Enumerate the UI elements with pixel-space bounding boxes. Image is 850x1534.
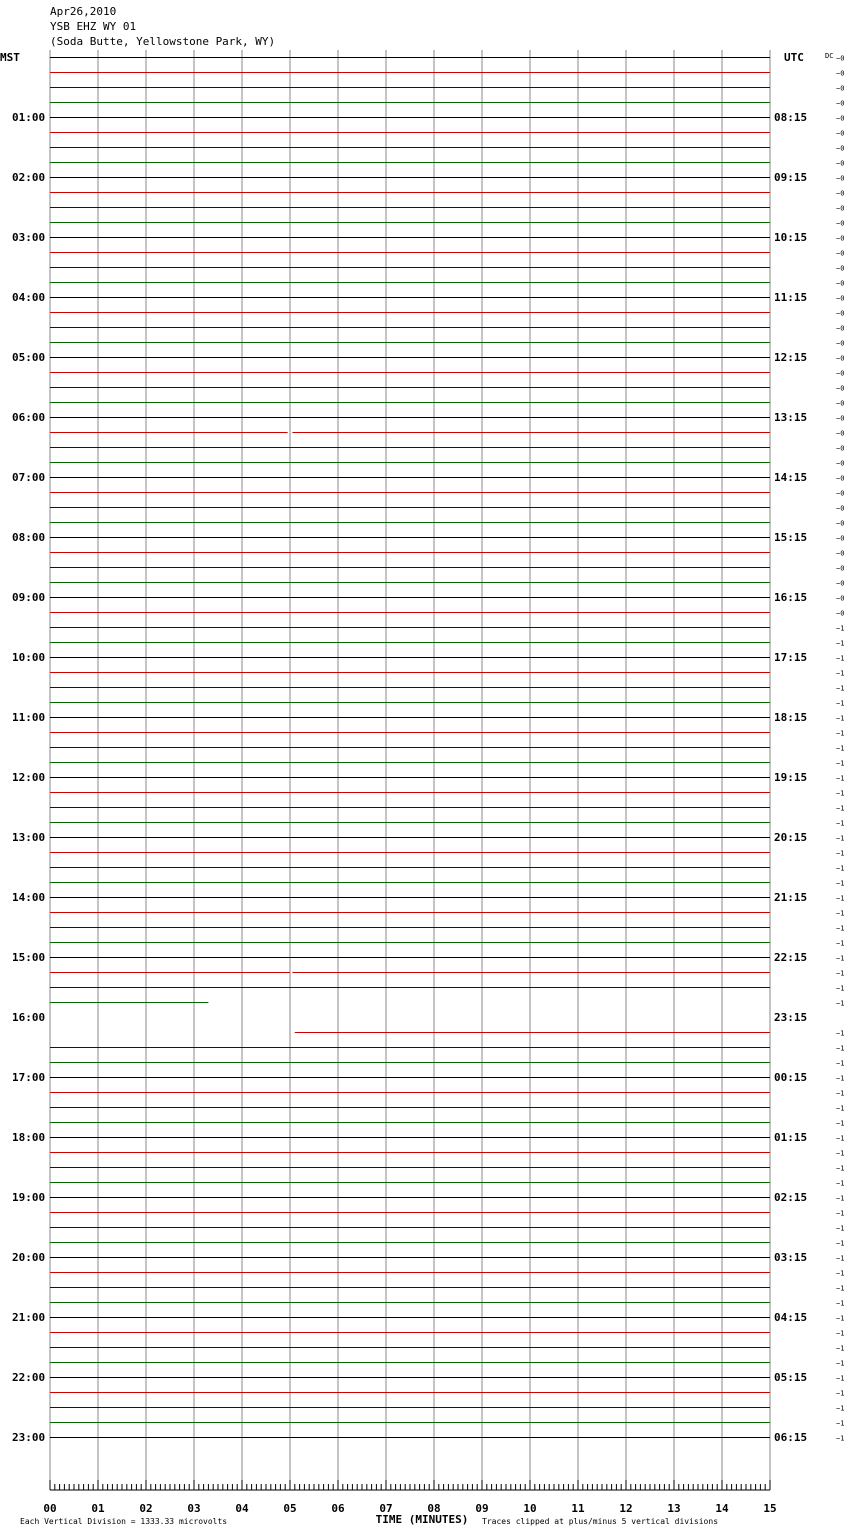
dc-offset-label: −1 [836,1209,845,1218]
x-tick-label: 10 [523,1502,537,1515]
x-tick-label: 07 [379,1502,393,1515]
left-hour-label: 10:00 [12,651,46,664]
chart-station: YSB EHZ WY 01 [50,20,137,33]
dc-offset-label: −1 [836,789,845,798]
dc-offset-label: −0 [836,174,845,183]
dc-offset-label: −1 [836,1359,845,1368]
left-hour-label: 21:00 [12,1311,46,1324]
right-hour-label: 01:15 [774,1131,808,1144]
dc-offset-label: −1 [836,1089,845,1098]
left-hour-label: 17:00 [12,1071,46,1084]
dc-offset-label: −1 [836,939,845,948]
dc-offset-label: −1 [836,879,845,888]
right-hour-label: 19:15 [774,771,808,784]
left-hour-label: 05:00 [12,351,46,364]
dc-label: DC [825,52,834,60]
right-hour-label: 21:15 [774,891,808,904]
dc-offset-label: −1 [836,1269,845,1278]
right-hour-label: 05:15 [774,1371,808,1384]
x-tick-label: 08 [427,1502,441,1515]
dc-offset-label: −1 [836,1149,845,1158]
right-hour-label: 15:15 [774,531,808,544]
dc-offset-label: −0 [836,279,845,288]
dc-offset-label: −1 [836,774,845,783]
right-hour-label: 18:15 [774,711,808,724]
dc-offset-label: −0 [836,384,845,393]
dc-offset-label: −0 [836,144,845,153]
dc-offset-label: −0 [836,564,845,573]
x-tick-label: 11 [571,1502,585,1515]
dc-offset-label: −0 [836,369,845,378]
dc-offset-label: −0 [836,399,845,408]
dc-offset-label: −1 [836,999,845,1008]
left-hour-label: 03:00 [12,231,46,244]
dc-offset-label: −1 [836,639,845,648]
dc-offset-label: −1 [836,849,845,858]
dc-offset-label: −0 [836,549,845,558]
right-hour-label: 03:15 [774,1251,808,1264]
dc-offset-label: −1 [836,1254,845,1263]
dc-offset-label: −1 [836,864,845,873]
dc-offset-label: −1 [836,924,845,933]
left-hour-label: 23:00 [12,1431,46,1444]
dc-offset-label: −1 [836,624,845,633]
x-axis-title: TIME (MINUTES) [375,1513,469,1526]
x-tick-label: 01 [91,1502,105,1515]
dc-offset-label: −1 [836,744,845,753]
left-hour-label: 01:00 [12,111,46,124]
dc-offset-label: −0 [836,54,845,63]
dc-offset-label: −1 [836,714,845,723]
left-hour-label: 18:00 [12,1131,46,1144]
dc-offset-label: −1 [836,1344,845,1353]
left-hour-label: 07:00 [12,471,46,484]
dc-offset-label: −1 [836,804,845,813]
x-tick-label: 15 [763,1502,777,1515]
x-tick-label: 14 [715,1502,729,1515]
dc-offset-label: −0 [836,339,845,348]
right-hour-label: 06:15 [774,1431,808,1444]
dc-offset-label: −0 [836,324,845,333]
dc-offset-label: −0 [836,519,845,528]
footer-scale-note: Each Vertical Division = 1333.33 microvolts [20,1517,228,1526]
dc-offset-label: −1 [836,1119,845,1128]
dc-offset-label: −1 [836,1329,845,1338]
x-tick-label: 03 [187,1502,201,1515]
x-tick-label: 05 [283,1502,297,1515]
dc-offset-label: −1 [836,699,845,708]
x-tick-label: 09 [475,1502,489,1515]
dc-offset-label: −1 [836,1074,845,1083]
x-tick-label: 13 [667,1502,681,1515]
right-axis-title: UTC [784,51,804,64]
x-tick-label: 00 [43,1502,57,1515]
dc-offset-label: −1 [836,1164,845,1173]
dc-offset-label: −0 [836,474,845,483]
dc-offset-label: −1 [836,654,845,663]
dc-offset-label: −0 [836,504,845,513]
dc-offset-label: −0 [836,69,845,78]
left-hour-label: 19:00 [12,1191,46,1204]
dc-offset-label: −1 [836,819,845,828]
x-tick-label: 12 [619,1502,633,1515]
dc-offset-label: −1 [836,759,845,768]
right-hour-label: 12:15 [774,351,808,364]
dc-offset-label: −1 [836,1299,845,1308]
left-hour-label: 12:00 [12,771,46,784]
dc-offset-label: −0 [836,609,845,618]
right-hour-label: 23:15 [774,1011,808,1024]
dc-offset-label: −1 [836,1059,845,1068]
right-hour-label: 14:15 [774,471,808,484]
dc-offset-label: −0 [836,264,845,273]
dc-offset-label: −0 [836,594,845,603]
right-hour-label: 13:15 [774,411,808,424]
dc-offset-label: −1 [836,1029,845,1038]
dc-offset-label: −1 [836,669,845,678]
dc-offset-label: −0 [836,534,845,543]
dc-offset-label: −0 [836,414,845,423]
dc-offset-label: −1 [836,1419,845,1428]
right-hour-label: 16:15 [774,591,808,604]
dc-offset-label: −1 [836,1404,845,1413]
left-hour-label: 16:00 [12,1011,46,1024]
dc-offset-label: −0 [836,99,845,108]
dc-offset-label: −0 [836,219,845,228]
dc-offset-label: −1 [836,1389,845,1398]
left-hour-label: 14:00 [12,891,46,904]
dc-offset-label: −0 [836,114,845,123]
dc-offset-label: −0 [836,249,845,258]
dc-offset-label: −0 [836,189,845,198]
dc-offset-label: −1 [836,684,845,693]
dc-offset-label: −0 [836,459,845,468]
dc-offset-label: −1 [836,1134,845,1143]
x-tick-label: 02 [139,1502,153,1515]
dc-offset-label: −1 [836,984,845,993]
left-hour-label: 06:00 [12,411,46,424]
dc-offset-label: −1 [836,1194,845,1203]
dc-offset-label: −1 [836,954,845,963]
dc-offset-label: −1 [836,1224,845,1233]
right-hour-label: 09:15 [774,171,808,184]
left-hour-label: 13:00 [12,831,46,844]
chart-location: (Soda Butte, Yellowstone Park, WY) [50,35,276,48]
x-tick-label: 06 [331,1502,345,1515]
dc-offset-label: −1 [836,834,845,843]
chart-date: Apr26,2010 [50,5,117,18]
dc-offset-label: −1 [836,1314,845,1323]
dc-offset-label: −0 [836,294,845,303]
left-hour-label: 11:00 [12,711,46,724]
right-hour-label: 00:15 [774,1071,808,1084]
dc-offset-label: −0 [836,444,845,453]
right-hour-label: 20:15 [774,831,808,844]
dc-offset-label: −1 [836,969,845,978]
left-hour-label: 20:00 [12,1251,46,1264]
dc-offset-label: −1 [836,1434,845,1443]
dc-offset-label: −0 [836,309,845,318]
left-hour-label: 22:00 [12,1371,46,1384]
right-hour-label: 11:15 [774,291,808,304]
x-tick-label: 04 [235,1502,249,1515]
dc-offset-label: −0 [836,354,845,363]
right-hour-label: 02:15 [774,1191,808,1204]
left-hour-label: 09:00 [12,591,46,604]
right-hour-label: 10:15 [774,231,808,244]
dc-offset-label: −0 [836,129,845,138]
dc-offset-label: −1 [836,1374,845,1383]
right-hour-label: 22:15 [774,951,808,964]
left-hour-label: 02:00 [12,171,46,184]
footer-clip-note: Traces clipped at plus/minus 5 vertical divisions [482,1517,719,1526]
right-hour-label: 04:15 [774,1311,808,1324]
dc-offset-label: −0 [836,234,845,243]
left-hour-label: 15:00 [12,951,46,964]
dc-offset-label: −1 [836,729,845,738]
dc-offset-label: −1 [836,1104,845,1113]
dc-offset-label: −0 [836,204,845,213]
dc-offset-label: −1 [836,1284,845,1293]
dc-offset-label: −1 [836,894,845,903]
left-hour-label: 08:00 [12,531,46,544]
dc-offset-label: −0 [836,84,845,93]
dc-offset-label: −0 [836,159,845,168]
dc-offset-label: −1 [836,909,845,918]
right-hour-label: 08:15 [774,111,808,124]
left-axis-title: MST [0,51,20,64]
left-hour-label: 04:00 [12,291,46,304]
dc-offset-label: −0 [836,489,845,498]
right-hour-label: 17:15 [774,651,808,664]
dc-offset-label: −1 [836,1239,845,1248]
dc-offset-label: −1 [836,1044,845,1053]
dc-offset-label: −0 [836,579,845,588]
dc-offset-label: −1 [836,1179,845,1188]
dc-offset-label: −0 [836,429,845,438]
